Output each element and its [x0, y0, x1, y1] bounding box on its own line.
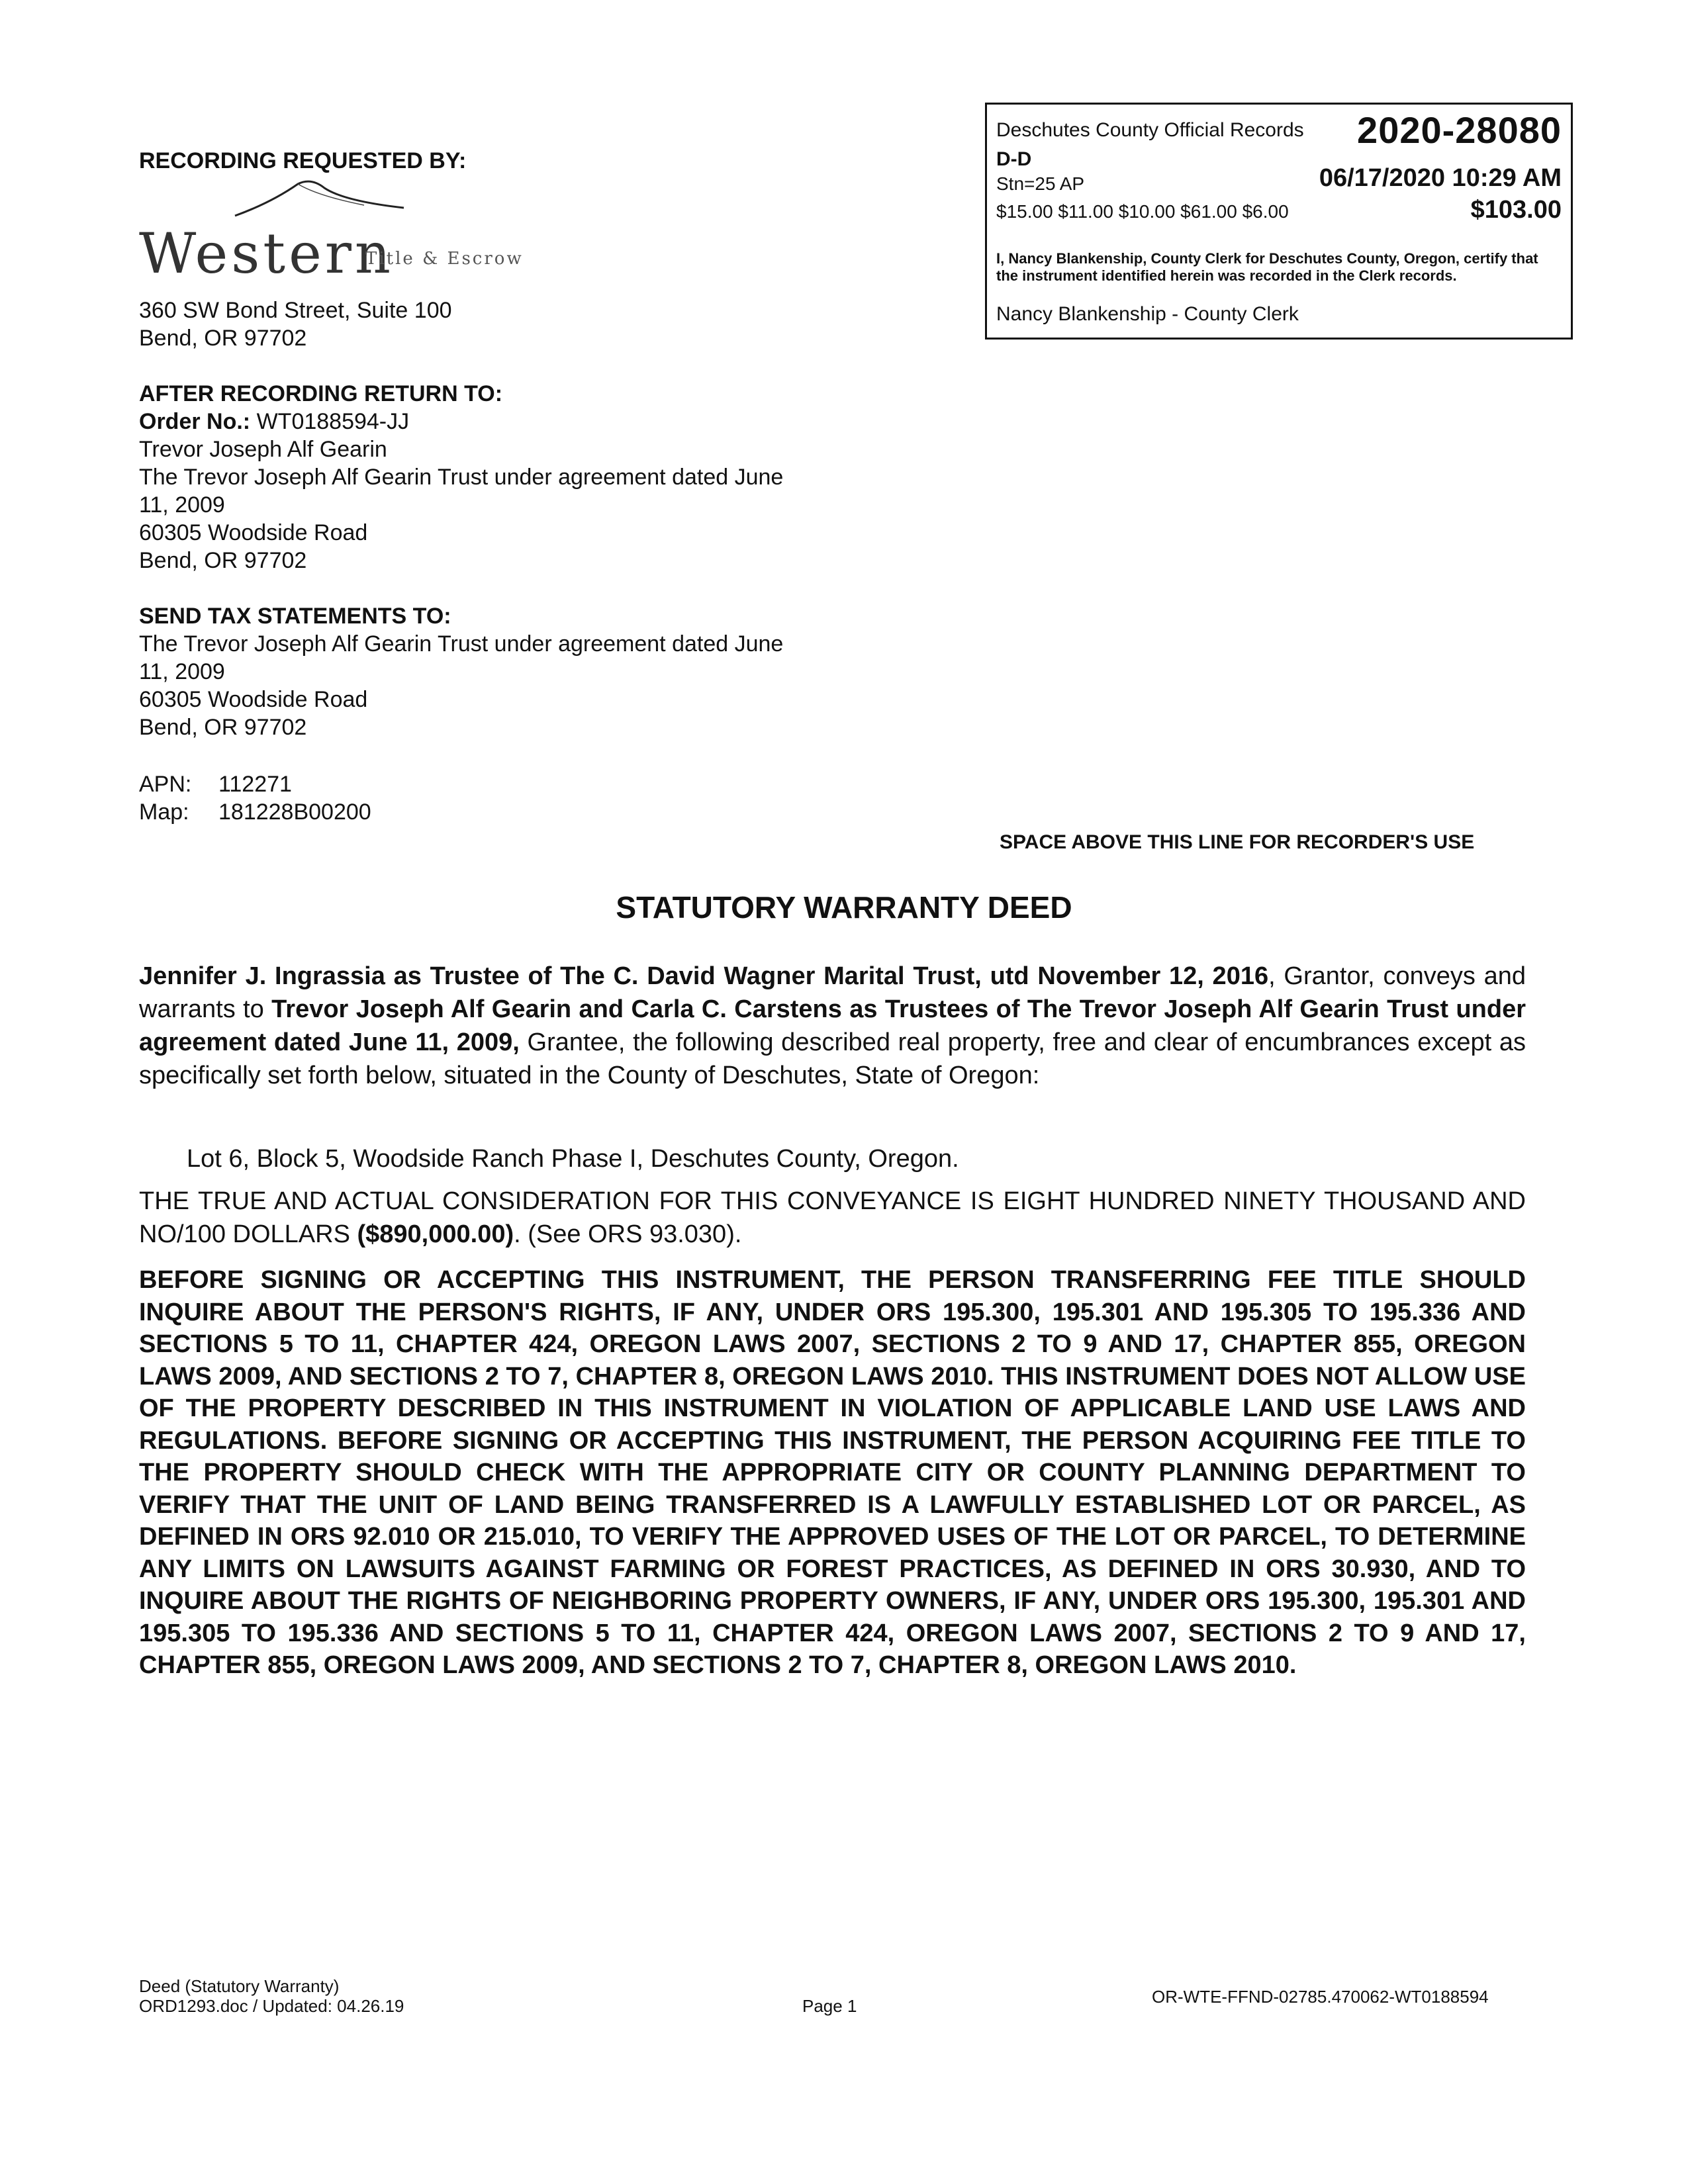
western-title-logo — [132, 176, 543, 289]
tax-statements-block — [139, 602, 933, 741]
parcel-info — [139, 770, 371, 826]
recorder-certification: I, Nancy Blankenship, County Clerk for Deschutes County, Oregon, certify that the instrument identified herein was recorded in the Clerk records. — [996, 250, 1538, 284]
recorder-fees: $15.00 $11.00 $10.00 $61.00 $6.00 — [996, 201, 1289, 222]
logo-swoosh-icon — [232, 176, 430, 222]
address-line: 360 SW Bond Street, Suite 100 — [139, 298, 452, 323]
recorder-space-note: SPACE ABOVE THIS LINE FOR RECORDER'S USE — [1000, 831, 1475, 853]
grant-text-1: , Grantor, conveys and warrants to — [139, 962, 1526, 1023]
consideration-paragraph — [139, 1185, 1526, 1251]
grantee-name: Trevor Joseph Alf Gearin and Carla C. Carstens as Trustees of The Trevor Joseph Alf Gearin Trust under agreement dated June 11, 2009, — [139, 995, 1526, 1056]
footer-form-id: ORD1293.doc / Updated: 04.26.19 — [139, 1996, 404, 2016]
recorder-date-time: 06/17/2020 10:29 AM — [1319, 164, 1562, 192]
return-to-line: 60305 Woodside Road — [139, 520, 368, 545]
grantor-name: Jennifer J. Ingrassia as Trustee of The C. David Wagner Marital Trust, utd November 12, 2016 — [139, 962, 1269, 990]
consideration-amount: ($890,000.00) — [357, 1220, 514, 1248]
grant-text-2: Grantee, the following described real property, free and clear of encumbrances except as specifically set forth below, situated in the County of Deschutes, State of Oregon: — [139, 1028, 1526, 1089]
map-line — [139, 798, 371, 826]
return-to-line: Bend, OR 97702 — [139, 548, 307, 573]
tax-statements-line: 60305 Woodside Road — [139, 687, 368, 712]
map-value: 181228B00200 — [218, 799, 371, 825]
recorder-stamp-box — [985, 103, 1573, 340]
consideration-text-2: . (See ORS 93.030). — [514, 1220, 742, 1248]
footer-form-name: Deed (Statutory Warranty) — [139, 1976, 340, 1996]
requested-by-address — [139, 296, 452, 352]
logo-word: Western — [139, 221, 395, 286]
legal-description: Lot 6, Block 5, Woodside Ranch Phase I, Deschutes County, Oregon. — [187, 1145, 959, 1173]
recorder-document-type: D-D — [996, 148, 1032, 170]
grant-paragraph — [139, 960, 1526, 1092]
tax-statements-line: The Trevor Joseph Alf Gearin Trust under agreement dated June — [139, 631, 784, 657]
footer-page-number: Page 1 — [802, 1996, 857, 2016]
order-number-label: Order No.: — [139, 409, 251, 434]
footer-file-reference: OR-WTE-FFND-02785.470062-WT0188594 — [1152, 1987, 1489, 2007]
footer-form-info — [139, 1976, 404, 2016]
recorder-document-number: 2020-28080 — [1357, 109, 1562, 151]
return-to-line: Trevor Joseph Alf Gearin — [139, 437, 387, 462]
recorder-county-records: Deschutes County Official Records — [996, 119, 1304, 141]
tax-statements-line: Bend, OR 97702 — [139, 715, 307, 740]
apn-label: APN: — [139, 772, 192, 797]
return-to-line: The Trevor Joseph Alf Gearin Trust under agreement dated June — [139, 465, 784, 490]
return-to-line: 11, 2009 — [139, 492, 225, 518]
order-number-line — [139, 408, 933, 435]
recorder-clerk-name: Nancy Blankenship - County Clerk — [996, 303, 1299, 325]
logo-subtitle: Title & Escrow — [365, 249, 524, 269]
return-to-block — [139, 380, 933, 574]
address-line: Bend, OR 97702 — [139, 326, 307, 351]
map-label: Map: — [139, 799, 189, 825]
recorder-station: Stn=25 AP — [996, 173, 1085, 194]
recorder-total: $103.00 — [1470, 196, 1562, 224]
order-number-value: WT0188594-JJ — [256, 409, 410, 434]
tax-statements-line: 11, 2009 — [139, 659, 225, 684]
page-title: STATUTORY WARRANTY DEED — [616, 890, 1072, 925]
recording-requested-heading: RECORDING REQUESTED BY: — [139, 148, 467, 173]
return-to-heading: AFTER RECORDING RETURN TO: — [139, 381, 503, 406]
apn-value: 112271 — [218, 772, 292, 797]
tax-statements-heading: SEND TAX STATEMENTS TO: — [139, 604, 451, 629]
statutory-warning: BEFORE SIGNING OR ACCEPTING THIS INSTRUMENT, THE PERSON TRANSFERRING FEE TITLE SHOULD INQUIRE ABOUT THE PERSON'S RIGHTS, IF ANY, UNDER ORS 195.300, 195.301 AND 195.305 TO 195.336 AND SECTIONS 5 TO 11, CHAPTER 424, OREGON LAWS 2007, SECTIONS 2 TO 9 AND 17, CHAPTER 855, OREGON LAWS 2009, AND SECTIONS 2 TO 7, CHAPTER 8, OREGON LAWS 2010. THIS INSTRUMENT DOES NOT ALLOW USE OF THE PROPERTY DESCRIBED IN THIS INSTRUMENT IN VIOLATION OF APPLICABLE LAND USE LAWS AND REGULATIONS. BEFORE SIGNING OR ACCEPTING THIS INSTRUMENT, THE PERSON ACQUIRING FEE TITLE TO THE PROPERTY SHOULD CHECK WITH THE APPROPRIATE CITY OR COUNTY PLANNING DEPARTMENT TO VERIFY THAT THE UNIT OF LAND BEING TRANSFERRED IS A LAWFULLY ESTABLISHED LOT OR PARCEL, AS DEFINED IN ORS 92.010 OR 215.010, TO VERIFY THE APPROVED USES OF THE LOT OR PARCEL, TO DETERMINE ANY LIMITS ON LAWSUITS AGAINST FARMING OR FOREST PRACTICES, AS DEFINED IN ORS 30.930, AND TO INQUIRE ABOUT THE RIGHTS OF NEIGHBORING PROPERTY OWNERS, IF ANY, UNDER ORS 195.300, 195.301 AND 195.305 TO 195.336 AND SECTIONS 5 TO 11, CHAPTER 424, OREGON LAWS 2007, SECTIONS 2 TO 9 AND 17, CHAPTER 855, OREGON LAWS 2009, AND SECTIONS 2 TO 7, CHAPTER 8, OREGON LAWS 2010. — [139, 1266, 1526, 1679]
consideration-text-1: THE TRUE AND ACTUAL CONSIDERATION FOR THIS CONVEYANCE IS EIGHT HUNDRED NINETY THOUSAND AND NO/100 DOLLARS — [139, 1187, 1526, 1248]
apn-line — [139, 770, 371, 798]
